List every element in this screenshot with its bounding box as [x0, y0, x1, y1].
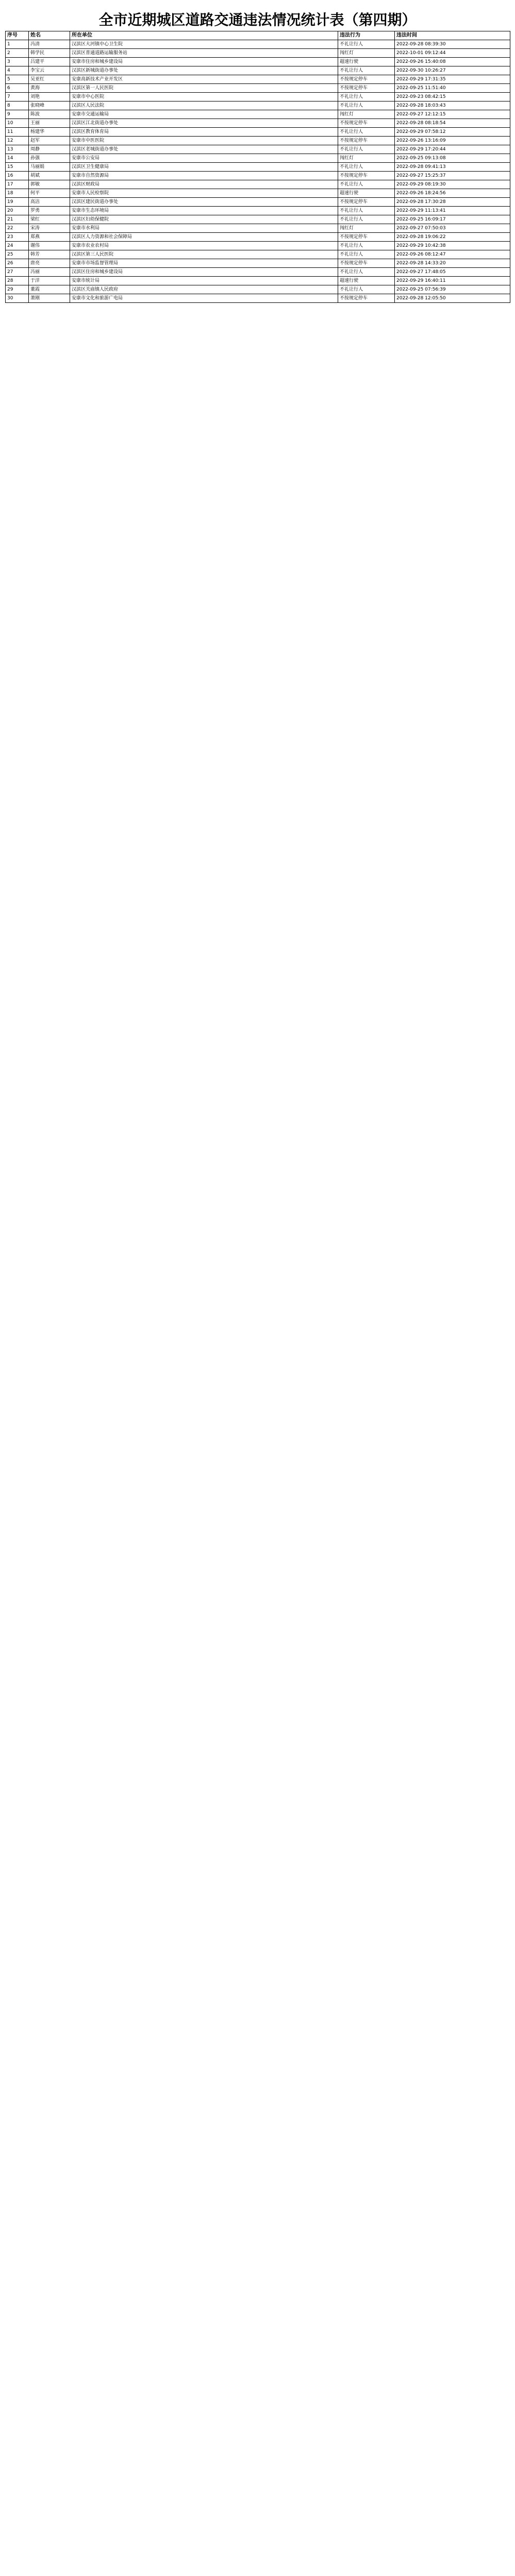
cell-name: 黄海	[29, 84, 70, 93]
table-row	[6, 84, 510, 93]
cell-time: 2022-09-27 07:50:03	[395, 224, 510, 233]
column-header-index: 序号	[6, 31, 29, 40]
table-row	[6, 49, 510, 58]
cell-index: 1	[6, 40, 29, 49]
cell-time: 2022-09-26 18:24:56	[395, 189, 510, 198]
cell-name: 谢伟	[29, 242, 70, 250]
cell-time: 2022-09-25 16:09:17	[395, 215, 510, 224]
cell-index: 2	[6, 49, 29, 58]
column-header-time: 违法时间	[395, 31, 510, 40]
cell-violation: 不礼让行人	[338, 250, 395, 259]
table-row	[6, 224, 510, 233]
cell-violation: 不按规定停车	[338, 84, 395, 93]
cell-violation: 闯红灯	[338, 154, 395, 163]
table-row	[6, 198, 510, 207]
cell-unit: 汉滨区卫生健康局	[70, 163, 338, 172]
cell-violation: 不礼让行人	[338, 180, 395, 189]
cell-time: 2022-09-29 16:40:11	[395, 277, 510, 285]
cell-time: 2022-09-29 07:58:12	[395, 128, 510, 137]
column-header-name: 姓名	[29, 31, 70, 40]
cell-index: 22	[6, 224, 29, 233]
cell-unit: 汉滨区人力资源和社会保障局	[70, 233, 338, 242]
cell-name: 吴亚红	[29, 75, 70, 84]
cell-unit: 安康市文化和旅游广电局	[70, 294, 338, 303]
cell-unit: 安康市自然资源局	[70, 172, 338, 180]
cell-name: 刘艳	[29, 93, 70, 101]
cell-time: 2022-09-27 12:12:15	[395, 110, 510, 119]
cell-violation: 不礼让行人	[338, 66, 395, 75]
cell-violation: 不按规定停车	[338, 137, 395, 145]
table-row	[6, 207, 510, 215]
cell-violation: 不按规定停车	[338, 198, 395, 207]
cell-name: 董霞	[29, 285, 70, 294]
table-row	[6, 233, 510, 242]
cell-unit: 安康市住房和城乡建设局	[70, 58, 338, 66]
column-header-unit: 所在单位	[70, 31, 338, 40]
cell-violation: 不礼让行人	[338, 40, 395, 49]
cell-index: 30	[6, 294, 29, 303]
cell-unit: 汉滨区住房和城乡建设局	[70, 268, 338, 277]
cell-time: 2022-09-28 19:06:22	[395, 233, 510, 242]
cell-time: 2022-09-27 15:25:37	[395, 172, 510, 180]
cell-name: 梁红	[29, 215, 70, 224]
cell-violation: 不按规定停车	[338, 259, 395, 268]
cell-unit: 安康市生态环境局	[70, 207, 338, 215]
cell-index: 13	[6, 145, 29, 154]
cell-index: 18	[6, 189, 29, 198]
cell-index: 5	[6, 75, 29, 84]
table-row	[6, 154, 510, 163]
cell-unit: 汉滨区大河镇中心卫生院	[70, 40, 338, 49]
cell-time: 2022-09-28 12:05:50	[395, 294, 510, 303]
cell-violation: 闯红灯	[338, 49, 395, 58]
cell-violation: 不礼让行人	[338, 207, 395, 215]
cell-violation: 不礼让行人	[338, 163, 395, 172]
cell-unit: 汉滨区第一人民医院	[70, 84, 338, 93]
cell-time: 2022-09-29 17:31:35	[395, 75, 510, 84]
table-row	[6, 215, 510, 224]
cell-violation: 不按规定停车	[338, 233, 395, 242]
cell-time: 2022-09-25 11:51:40	[395, 84, 510, 93]
cell-name: 韩芳	[29, 250, 70, 259]
cell-violation: 不礼让行人	[338, 215, 395, 224]
table-row	[6, 101, 510, 110]
page-title: 全市近期城区道路交通违法情况统计表（第四期）	[98, 11, 417, 28]
cell-time: 2022-09-29 17:20:44	[395, 145, 510, 154]
cell-time: 2022-09-28 17:30:28	[395, 198, 510, 207]
cell-violation: 不礼让行人	[338, 145, 395, 154]
cell-violation: 不礼让行人	[338, 93, 395, 101]
cell-time: 2022-09-25 09:13:08	[395, 154, 510, 163]
cell-index: 29	[6, 285, 29, 294]
cell-index: 27	[6, 268, 29, 277]
cell-time: 2022-09-29 10:42:38	[395, 242, 510, 250]
table-row	[6, 119, 510, 128]
table-row	[6, 242, 510, 250]
cell-index: 26	[6, 259, 29, 268]
cell-index: 17	[6, 180, 29, 189]
cell-name: 陈波	[29, 110, 70, 119]
cell-index: 4	[6, 66, 29, 75]
cell-index: 23	[6, 233, 29, 242]
table-row	[6, 75, 510, 84]
cell-violation: 不礼让行人	[338, 101, 395, 110]
table-row	[6, 172, 510, 180]
table-row	[6, 66, 510, 75]
cell-name: 孙强	[29, 154, 70, 163]
cell-unit: 汉滨区普通道路运输服务站	[70, 49, 338, 58]
cell-name: 罗勇	[29, 207, 70, 215]
table-row	[6, 93, 510, 101]
table-row	[6, 277, 510, 285]
cell-name: 郑燕	[29, 233, 70, 242]
table-row	[6, 163, 510, 172]
cell-time: 2022-09-28 08:18:54	[395, 119, 510, 128]
table-row	[6, 40, 510, 49]
cell-time: 2022-09-29 11:13:41	[395, 207, 510, 215]
cell-violation: 不礼让行人	[338, 128, 395, 137]
cell-unit: 汉滨区人民法院	[70, 101, 338, 110]
cell-time: 2022-09-26 13:16:09	[395, 137, 510, 145]
cell-name: 周静	[29, 145, 70, 154]
cell-unit: 安康市中医医院	[70, 137, 338, 145]
cell-unit: 汉滨区财政局	[70, 180, 338, 189]
cell-unit: 汉滨区第三人民医院	[70, 250, 338, 259]
cell-name: 吕建平	[29, 58, 70, 66]
cell-index: 16	[6, 172, 29, 180]
cell-name: 郭敏	[29, 180, 70, 189]
cell-unit: 安康市交通运输局	[70, 110, 338, 119]
cell-name: 何平	[29, 189, 70, 198]
table-row	[6, 250, 510, 259]
cell-unit: 汉滨区老城街道办事处	[70, 145, 338, 154]
cell-violation: 不按规定停车	[338, 119, 395, 128]
cell-index: 7	[6, 93, 29, 101]
cell-name: 张晓峰	[29, 101, 70, 110]
cell-violation: 超速行驶	[338, 58, 395, 66]
cell-violation: 超速行驶	[338, 277, 395, 285]
cell-violation: 不礼让行人	[338, 268, 395, 277]
cell-name: 萧刚	[29, 294, 70, 303]
cell-unit: 汉滨区妇幼保健院	[70, 215, 338, 224]
cell-unit: 安康市中心医院	[70, 93, 338, 101]
cell-index: 8	[6, 101, 29, 110]
cell-unit: 安康高新技术产业开发区	[70, 75, 338, 84]
table-row	[6, 268, 510, 277]
table-header-row	[6, 31, 510, 40]
cell-unit: 安康市市场监督管理局	[70, 259, 338, 268]
cell-unit: 汉滨区江北街道办事处	[70, 119, 338, 128]
cell-index: 6	[6, 84, 29, 93]
cell-name: 韩学民	[29, 49, 70, 58]
cell-name: 王丽	[29, 119, 70, 128]
cell-time: 2022-09-25 07:56:39	[395, 285, 510, 294]
cell-index: 28	[6, 277, 29, 285]
cell-index: 10	[6, 119, 29, 128]
table-row	[6, 259, 510, 268]
cell-time: 2022-10-01 09:12:44	[395, 49, 510, 58]
cell-violation: 闯红灯	[338, 110, 395, 119]
column-header-violation: 违法行为	[338, 31, 395, 40]
cell-unit: 安康市农业农村局	[70, 242, 338, 250]
cell-violation: 超速行驶	[338, 189, 395, 198]
cell-index: 25	[6, 250, 29, 259]
cell-name: 于洋	[29, 277, 70, 285]
cell-unit: 安康市公安局	[70, 154, 338, 163]
cell-time: 2022-09-27 17:48:05	[395, 268, 510, 277]
cell-name: 马丽娟	[29, 163, 70, 172]
cell-time: 2022-09-28 18:03:43	[395, 101, 510, 110]
cell-index: 3	[6, 58, 29, 66]
cell-name: 赵军	[29, 137, 70, 145]
cell-time: 2022-09-28 14:33:20	[395, 259, 510, 268]
cell-index: 12	[6, 137, 29, 145]
cell-unit: 安康市人民检察院	[70, 189, 338, 198]
cell-unit: 汉滨区建民街道办事处	[70, 198, 338, 207]
cell-name: 胡斌	[29, 172, 70, 180]
cell-name: 宋涛	[29, 224, 70, 233]
cell-unit: 安康市统计局	[70, 277, 338, 285]
cell-name: 杨建华	[29, 128, 70, 137]
cell-name: 冯丽	[29, 268, 70, 277]
cell-violation: 不按规定停车	[338, 172, 395, 180]
cell-time: 2022-09-28 09:41:13	[395, 163, 510, 172]
cell-violation: 不按规定停车	[338, 75, 395, 84]
cell-name: 高洁	[29, 198, 70, 207]
cell-index: 14	[6, 154, 29, 163]
cell-name: 冯清	[29, 40, 70, 49]
cell-time: 2022-09-26 15:40:08	[395, 58, 510, 66]
cell-index: 24	[6, 242, 29, 250]
table-row	[6, 180, 510, 189]
cell-violation: 不礼让行人	[338, 285, 395, 294]
cell-index: 20	[6, 207, 29, 215]
cell-index: 21	[6, 215, 29, 224]
table-row	[6, 285, 510, 294]
cell-violation: 不礼让行人	[338, 242, 395, 250]
violation-table	[5, 31, 510, 303]
table-row	[6, 128, 510, 137]
cell-index: 19	[6, 198, 29, 207]
table-body	[6, 40, 510, 303]
cell-unit: 汉滨区新城街道办事处	[70, 66, 338, 75]
cell-index: 9	[6, 110, 29, 119]
cell-time: 2022-09-30 10:26:27	[395, 66, 510, 75]
cell-index: 11	[6, 128, 29, 137]
table-row	[6, 294, 510, 303]
cell-unit: 安康市水利局	[70, 224, 338, 233]
cell-unit: 汉滨区教育体育局	[70, 128, 338, 137]
cell-unit: 汉滨区关庙镇人民政府	[70, 285, 338, 294]
cell-time: 2022-09-23 08:42:15	[395, 93, 510, 101]
cell-time: 2022-09-29 08:19:30	[395, 180, 510, 189]
table-row	[6, 58, 510, 66]
cell-violation: 闯红灯	[338, 224, 395, 233]
cell-name: 李宝云	[29, 66, 70, 75]
table-row	[6, 145, 510, 154]
cell-violation: 不按规定停车	[338, 294, 395, 303]
table-row	[6, 189, 510, 198]
table-row	[6, 110, 510, 119]
cell-time: 2022-09-28 08:39:30	[395, 40, 510, 49]
cell-time: 2022-09-26 08:12:47	[395, 250, 510, 259]
table-row	[6, 137, 510, 145]
cell-index: 15	[6, 163, 29, 172]
cell-name: 唐亮	[29, 259, 70, 268]
